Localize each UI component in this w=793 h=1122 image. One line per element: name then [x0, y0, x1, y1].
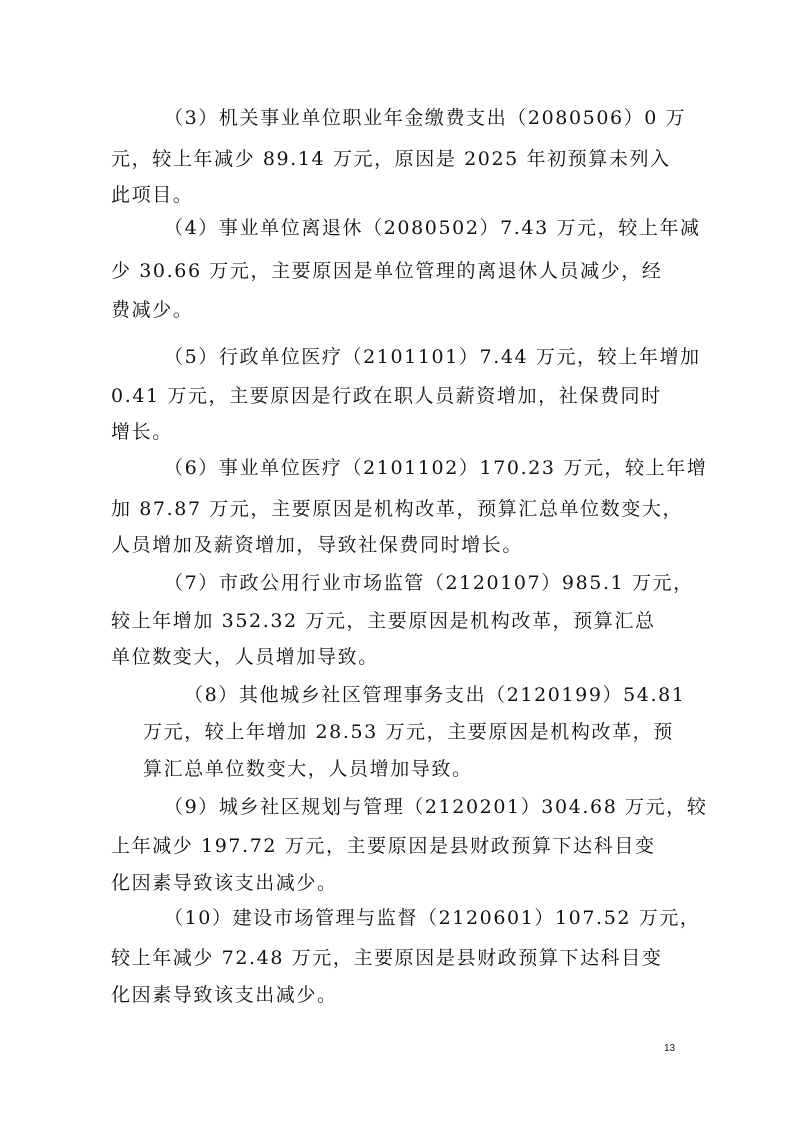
text-line-7: （5）行政单位医疗（2101101）7.44 万元，较上年增加	[164, 346, 701, 368]
text-line-20: 上年减少 197.72 万元，主要原因是县财政预算下达科目变	[111, 835, 656, 857]
text-line-6: 费减少。	[111, 299, 194, 321]
text-line-8: 0.41 万元，主要原因是行政在职人员薪资增加，社保费同时	[111, 385, 662, 407]
text-line-1: （3）机关事业单位职业年金缴费支出（2080506）0 万	[164, 107, 687, 129]
text-line-4: （4）事业单位离退休（2080502）7.43 万元，较上年减	[164, 217, 701, 239]
text-line-24: 化因素导致该支出减少。	[111, 984, 338, 1006]
text-line-9: 增长。	[111, 421, 173, 443]
text-line-12: 人员增加及薪资增加，导致社保费同时增长。	[111, 534, 524, 556]
text-line-21: 化因素导致该支出减少。	[111, 872, 338, 894]
text-line-17: 万元，较上年增加 28.53 万元，主要原因是机构改革，预	[143, 721, 674, 743]
text-line-15: 单位数变大，人员增加导致。	[111, 646, 379, 668]
text-line-11: 加 87.87 万元，主要原因是机构改革，预算汇总单位数变大，	[111, 498, 684, 520]
text-line-2: 元，较上年减少 89.14 万元，原因是 2025 年初预算未列入	[111, 148, 671, 170]
text-line-16: （8）其他城乡社区管理事务支出（2120199）54.81	[184, 684, 686, 706]
text-line-14: 较上年增加 352.32 万元，主要原因是机构改革，预算汇总	[111, 610, 656, 632]
text-line-19: （9）城乡社区规划与管理（2120201）304.68 万元，较	[164, 796, 708, 818]
text-line-18: 算汇总单位数变大，人员增加导致。	[143, 758, 473, 780]
text-line-23: 较上年减少 72.48 万元，主要原因是县财政预算下达科目变	[111, 947, 663, 969]
text-line-3: 此项目。	[111, 184, 194, 206]
text-line-22: （10）建设市场管理与监督（2120601）107.52 万元，	[164, 907, 701, 929]
text-line-13: （7）市政公用行业市场监管（2120107）985.1 万元，	[164, 572, 694, 594]
page-number: 13	[664, 1043, 676, 1054]
text-line-10: （6）事业单位医疗（2101102）170.23 万元，较上年增	[164, 457, 708, 479]
text-line-5: 少 30.66 万元，主要原因是单位管理的离退休人员减少，经	[111, 260, 663, 282]
